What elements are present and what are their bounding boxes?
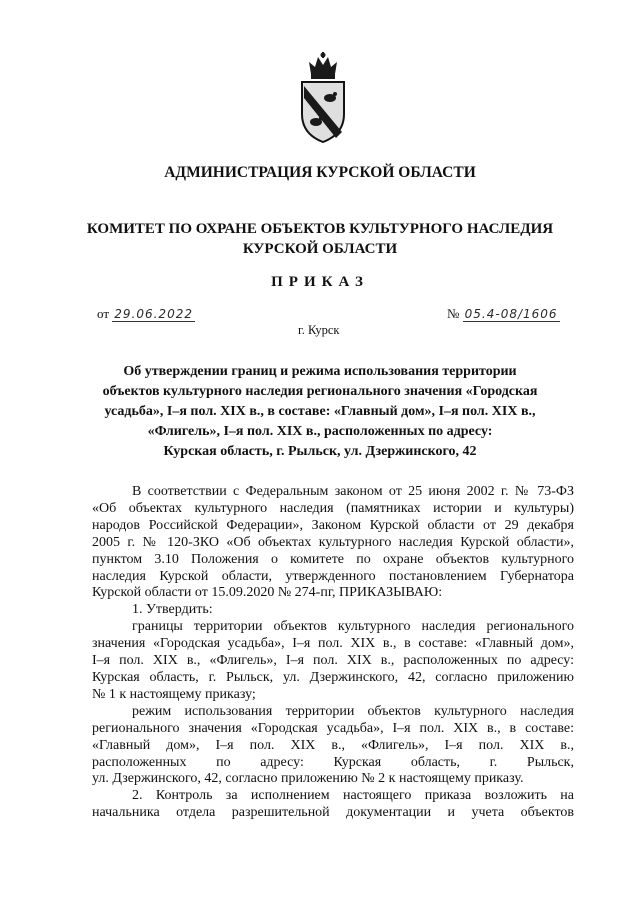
body-line: Курской области от 15.09.2020 № 274-пг, ПРИКАЗЫВАЮ: [92,585,443,601]
body-line: начальника отдела разрешительной документации и учета объектов [92,805,574,821]
committee-title-line-2: КУРСКОЙ ОБЛАСТИ [242,241,398,257]
date-value: 29.06.2022 [114,307,193,321]
body-line: наследия Курской области, утвержденного постановлением Губернатора [92,568,574,584]
date-block [97,306,195,322]
body-line: 2005 г. № 120-ЗКО «Об объектах культурного наследия Курской области», [92,534,574,550]
city: г. Курск [298,323,340,337]
number-value: 05.4-08/1606 [464,307,558,321]
body-line: ул. Дзержинского, 42, согласно приложению № 2 к настоящему приказу. [92,771,524,787]
number-prefix: № [447,306,460,321]
body-line: народов Российской Федерации», Законом Курской области от 29 декабря [92,517,574,533]
order-title [80,362,560,462]
body-line: В соответствии с Федеральным законом от 25 июня 2002 г. № 73-ФЗ [132,484,574,499]
body-line: 1. Утвердить: [132,602,213,618]
coat-of-arms-icon [292,52,354,144]
title-line: усадьба», I–я пол. XIX в., в составе: «Главный дом», I–я пол. XIX в., [104,404,536,419]
document-type: ПРИКАЗ [271,274,369,290]
date-prefix: от [97,306,110,321]
body-line: I–я пол. XIX в., «Флигель», I–я пол. XIX в., расположенных по адресу: [92,653,574,669]
body-line: регионального значения «Городская усадьба», I–я пол. XIX в., в составе: [92,720,574,736]
body-line: 2. Контроль за исполнением настоящего приказа возложить на [132,788,574,804]
body-line: № 1 к настоящему приказу; [92,686,256,702]
body-line: «Главный дом», I–я пол. XIX в., «Флигель», I–я пол. XIX в., [92,737,574,753]
body-line: режим использования территории объектов культурного наследия [132,703,574,719]
body-line: Курская область, г. Рыльск, ул. Дзержинского, 42, согласно приложению [92,669,574,685]
committee-title-line-1: КОМИТЕТ ПО ОХРАНЕ ОБЪЕКТОВ КУЛЬТУРНОГО НАСЛЕДИЯ [86,221,554,237]
organization-title: АДМИНИСТРАЦИЯ КУРСКОЙ ОБЛАСТИ [164,164,476,181]
title-line: Об утверждении границ и режима использования территории [123,364,517,379]
title-line: объектов культурного наследия регионального значения «Городская [102,384,538,399]
body-line: значения «Городская усадьба», I–я пол. XIX в., в составе: «Главный дом», [92,636,574,652]
order-body [92,484,574,822]
body-line: пунктом 3.10 Положения о комитете по охране объектов культурного [92,551,574,567]
title-line: Курская область, г. Рыльск, ул. Дзержинского, 42 [163,444,477,459]
body-line: расположенных по адресу: Курская область, г. Рыльск, [92,754,574,770]
body-line: границы территории объектов культурного наследия регионального [132,619,574,635]
number-block [447,306,560,322]
committee-title [0,219,640,259]
title-line: «Флигель», I–я пол. XIX в., расположенных по адресу: [147,424,493,439]
body-line: «Об объектах культурного наследия (памятниках истории и культуры) [92,500,574,516]
